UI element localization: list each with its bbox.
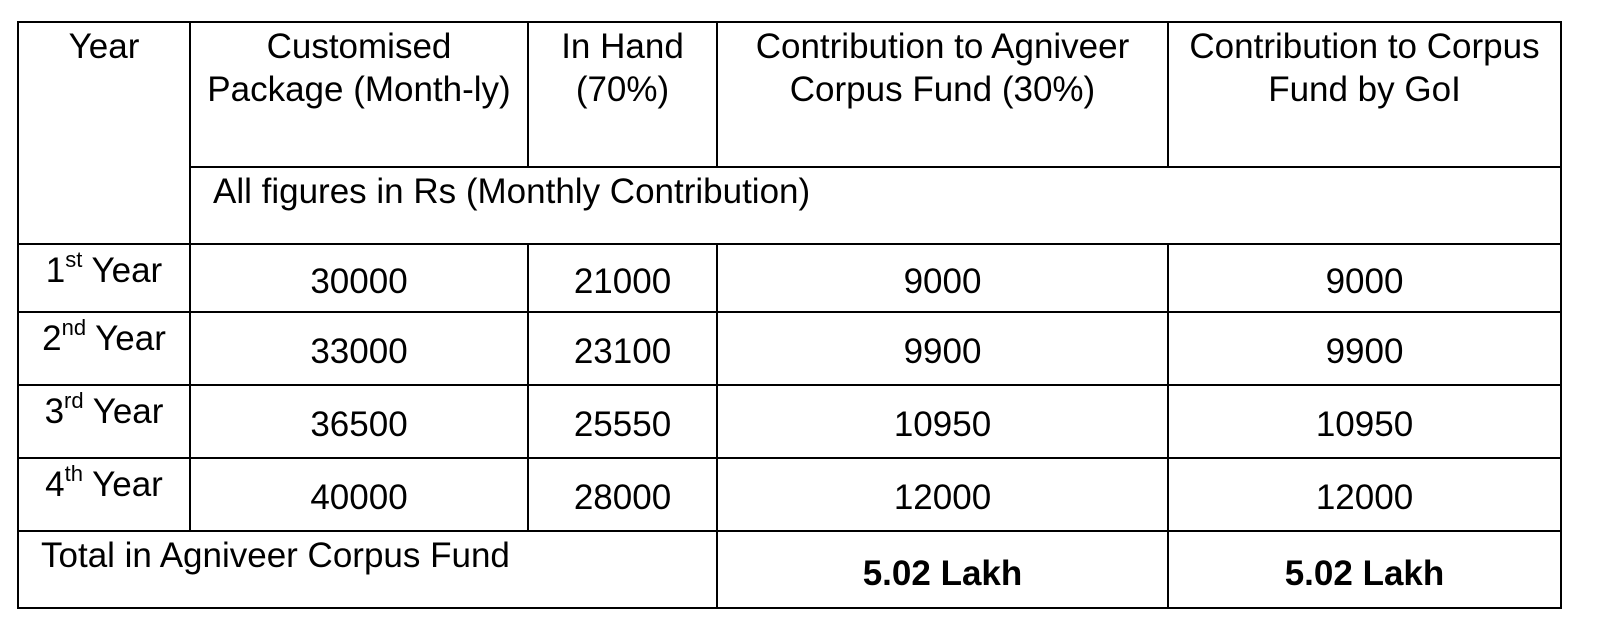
header-customised-package-text: Customised Package (Month-ly) (207, 27, 511, 109)
package-cell: 36500 (190, 385, 528, 458)
header-customised-package (190, 22, 528, 167)
table-row (18, 312, 1561, 385)
header-row (18, 22, 1561, 167)
in-hand-cell: 28000 (528, 458, 717, 531)
total-goi: 5.02 Lakh (1168, 531, 1561, 608)
header-contribution-goi: Contribution to Corpus Fund by GoI (1168, 22, 1561, 167)
agniveer-contribution-cell: 10950 (717, 385, 1168, 458)
goi-contribution-cell: 10950 (1168, 385, 1561, 458)
header-contribution-agniveer: Contribution to Agniveer Corpus Fund (30%) (717, 22, 1168, 167)
goi-contribution-cell: 12000 (1168, 458, 1561, 531)
year-cell: 2nd Year (18, 312, 190, 385)
total-label: Total in Agniveer Corpus Fund (18, 531, 717, 608)
total-agniveer: 5.02 Lakh (717, 531, 1168, 608)
agniveer-pay-table (17, 21, 1562, 609)
agniveer-contribution-cell: 9000 (717, 244, 1168, 312)
table-row (18, 385, 1561, 458)
agniveer-contribution-cell: 9900 (717, 312, 1168, 385)
goi-contribution-cell: 9900 (1168, 312, 1561, 385)
year-cell: 3rd Year (18, 385, 190, 458)
in-hand-cell: 21000 (528, 244, 717, 312)
table-row (18, 244, 1561, 312)
note-row (18, 167, 1561, 244)
agniveer-contribution-cell: 12000 (717, 458, 1168, 531)
package-cell: 30000 (190, 244, 528, 312)
total-row (18, 531, 1561, 608)
header-in-hand: In Hand (70%) (528, 22, 717, 167)
goi-contribution-cell: 9000 (1168, 244, 1561, 312)
header-year: Year (18, 22, 190, 244)
in-hand-cell: 23100 (528, 312, 717, 385)
year-cell: 4th Year (18, 458, 190, 531)
package-cell: 33000 (190, 312, 528, 385)
table-row (18, 458, 1561, 531)
package-cell: 40000 (190, 458, 528, 531)
in-hand-cell: 25550 (528, 385, 717, 458)
year-cell: 1st Year (18, 244, 190, 312)
figures-note: All figures in Rs (Monthly Contribution) (190, 167, 1561, 244)
